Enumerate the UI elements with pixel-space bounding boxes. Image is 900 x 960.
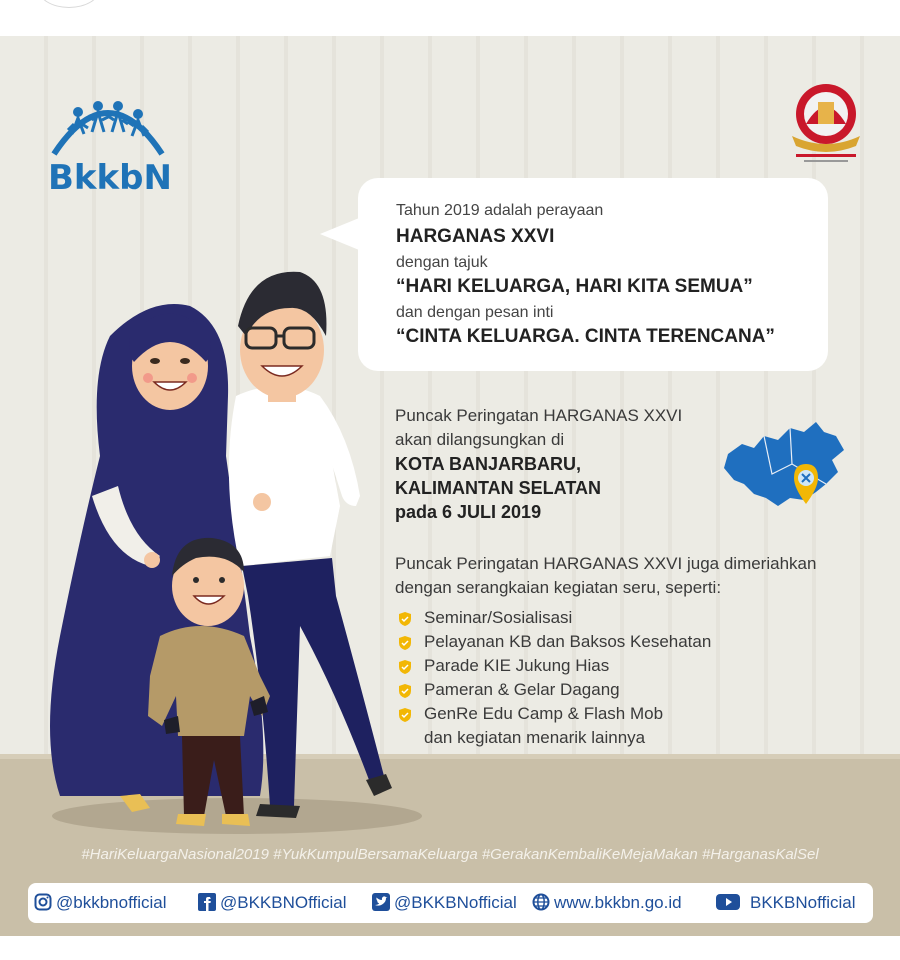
puncak-line-2: akan dilangsungkan di <box>395 430 565 449</box>
twitter-link[interactable] <box>372 893 517 913</box>
twitter-icon <box>372 893 390 911</box>
bubble-line-2: HARGANAS XXVI <box>396 226 555 247</box>
activities-intro-2: dengan serangkaian kegiatan seru, seperti: <box>395 578 722 597</box>
globe-icon <box>532 893 550 911</box>
website-url: www.bkkbn.go.id <box>554 893 682 912</box>
social-bar <box>28 883 873 923</box>
instagram-icon <box>34 893 52 911</box>
bubble-line-6: “CINTA KELUARGA. CINTA TERENCANA” <box>396 326 775 347</box>
hashtags: #HariKeluargaNasional2019 #YukKumpulBersamaKeluarga #GerakanKembaliKeMejaMakan #HarganasKalSel <box>81 846 819 863</box>
bubble-line-4: “HARI KELUARGA, HARI KITA SEMUA” <box>396 276 753 297</box>
youtube-channel: BKKBNofficial <box>750 893 856 912</box>
profile-circle[interactable] <box>38 0 100 8</box>
bubble-line-3: dengan tajuk <box>396 254 488 271</box>
list-item-label: Seminar/Sosialisasi <box>424 608 573 627</box>
bubble-line-5: dan dengan pesan inti <box>396 304 554 321</box>
logo-text: BkkbN <box>48 158 172 198</box>
twitter-handle: @BKKBNofficial <box>394 893 517 912</box>
list-item-label: Pameran & Gelar Dagang <box>424 680 620 699</box>
bubble-line-1: Tahun 2019 adalah perayaan <box>396 202 604 219</box>
activities-outro: dan kegiatan menarik lainnya <box>424 728 646 747</box>
puncak-line-3: KOTA BANJARBARU, <box>395 454 581 474</box>
instagram-handle: @bkkbnofficial <box>56 893 167 912</box>
instagram-link[interactable] <box>34 893 167 913</box>
facebook-handle: @BKKBNOfficial <box>220 893 347 912</box>
youtube-icon <box>716 893 740 911</box>
activities-intro-1: Puncak Peringatan HARGANAS XXVI juga dimeriahkan <box>395 554 817 573</box>
family-illustration <box>0 36 900 936</box>
top-bar <box>0 0 900 34</box>
puncak-line-1: Puncak Peringatan HARGANAS XXVI <box>395 406 683 425</box>
puncak-line-4: KALIMANTAN SELATAN <box>395 478 601 498</box>
list-item-label: Parade KIE Jukung Hias <box>424 656 610 675</box>
list-item-label: GenRe Edu Camp & Flash Mob <box>424 704 664 723</box>
website-link[interactable] <box>532 893 682 913</box>
puncak-line-5: pada 6 JULI 2019 <box>395 502 542 522</box>
poster <box>0 36 900 936</box>
youtube-link[interactable] <box>716 893 856 913</box>
facebook-link[interactable] <box>198 893 347 913</box>
facebook-icon <box>198 893 216 911</box>
list-item-label: Pelayanan KB dan Baksos Kesehatan <box>424 632 712 651</box>
